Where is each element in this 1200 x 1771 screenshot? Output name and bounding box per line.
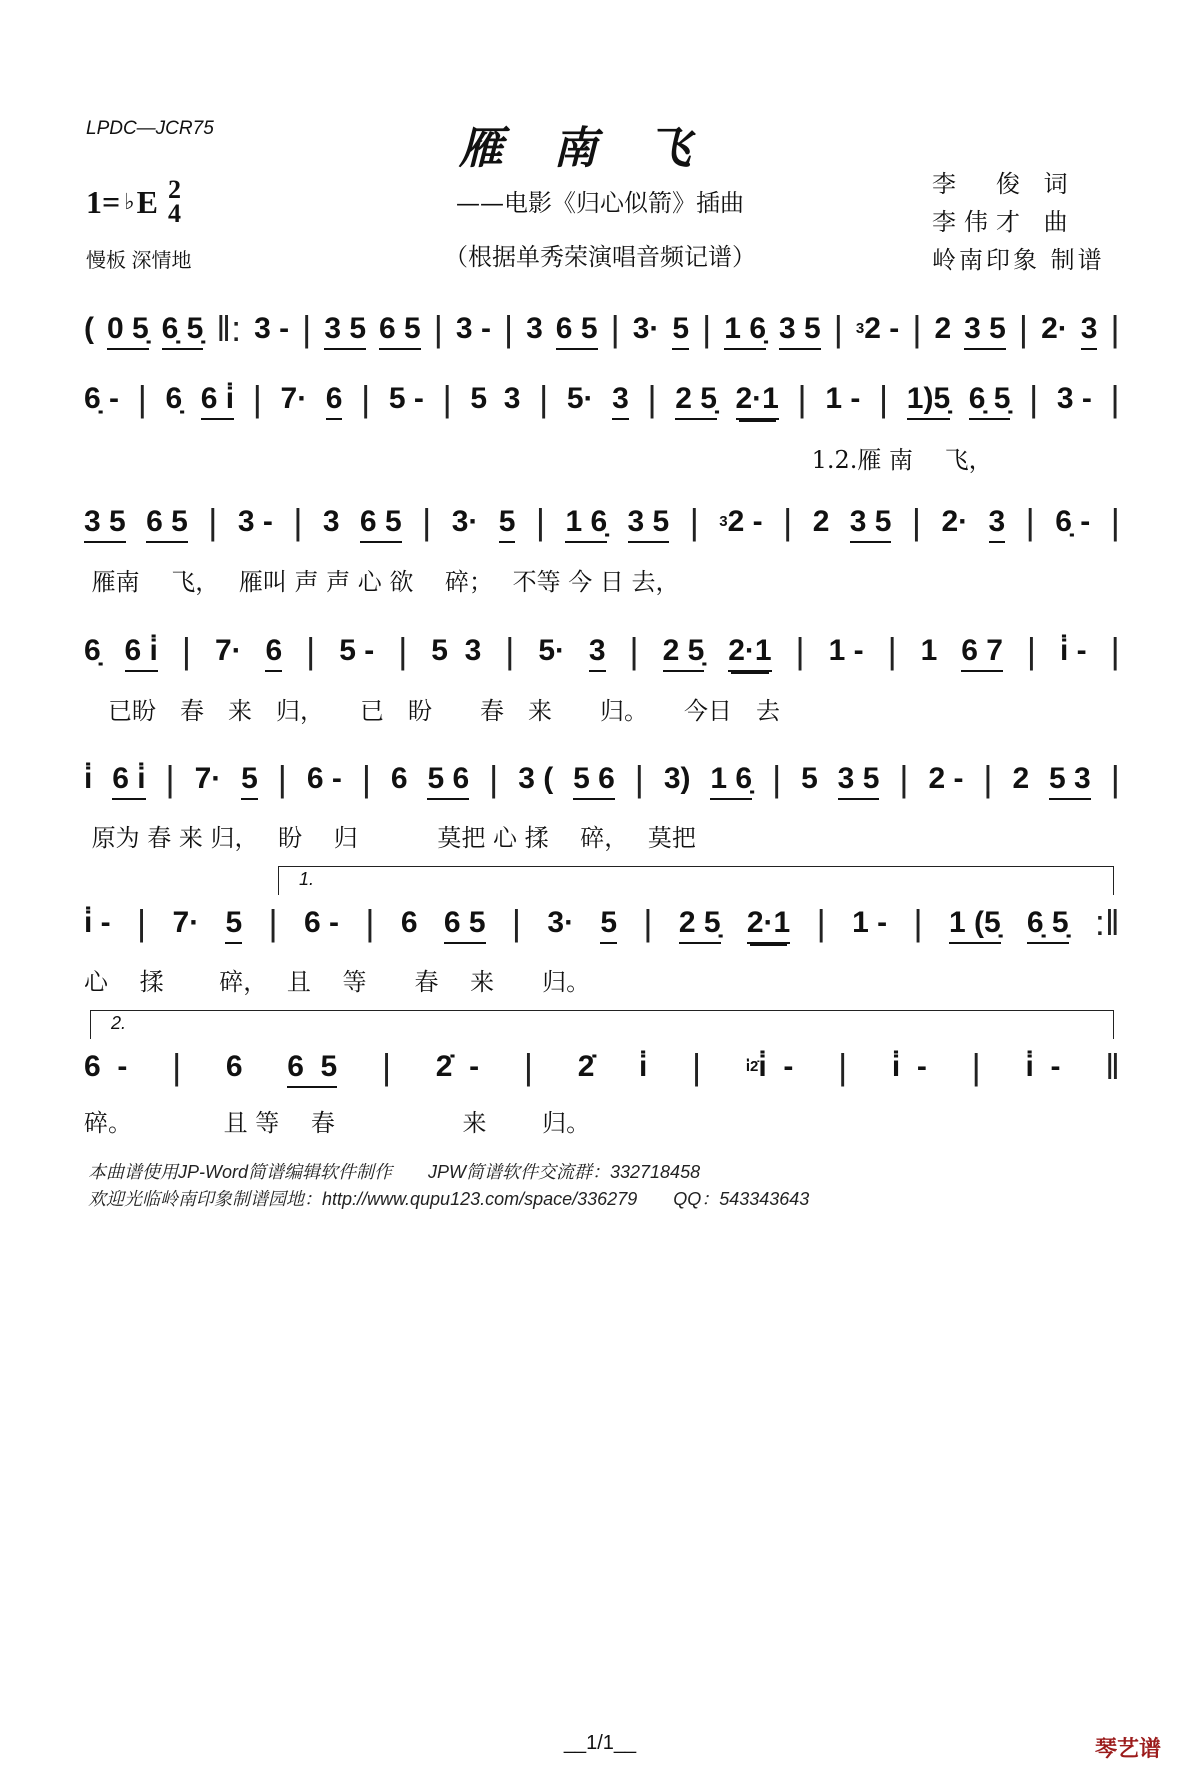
tempo-marking: 慢板 深情地 [86,250,192,272]
bar-line: | [702,308,712,349]
bar-line: | [689,501,699,542]
note-group: 2· [1041,312,1068,345]
note-group: 5 [672,312,689,350]
note-group: 1 6̣ [565,505,607,543]
bar-line: | [505,630,515,671]
song-title: 雁南飞 [459,123,741,174]
note-group: 1 6̣ [710,762,752,800]
key-prefix: 1= [86,183,121,220]
note-group: 2 5̣ [679,906,721,944]
note-group: 6 - [84,1050,128,1083]
bar-line: | [1110,758,1120,799]
arranger: 岭南印象 制谱 [932,246,1105,274]
note-group: 7· [172,906,200,939]
grace-note: 3 [719,513,728,530]
note-group: 3 - [1056,382,1092,415]
note-group: 3 [989,505,1006,543]
note-group: 6 5 [556,312,598,350]
bar-line: | [795,630,805,671]
note-group: 6 [265,634,282,672]
footer-line-1: 本曲谱使用JP-Word简谱编辑软件制作 JPW简谱软件交流群：332718458 [88,1162,701,1182]
note-group: 2·1 [747,906,790,944]
note-group: 6 [225,1050,243,1083]
note-group: 3 - [254,312,290,345]
note-group: 6 i̇ [125,634,158,672]
note-group: ( [84,312,94,345]
bar-line: | [887,630,897,671]
bar-line: | [610,308,620,349]
bar-line: | [833,308,843,349]
bar-line: | [1028,378,1039,419]
key-note: E [136,183,158,220]
note-group: 3 - [455,312,491,345]
score-row [84,1046,1120,1096]
note-group: 6 5 [379,312,421,350]
note-group: 6 [400,906,418,939]
subtitle: ——电影《归心似箭》插曲 [456,189,744,217]
note-group: 6̣ 5̣ [1027,906,1069,944]
bar-line: | [442,378,452,419]
score-row [84,758,1120,808]
bar-line: | [511,902,522,943]
note-group: 1 - [852,906,888,939]
bar-line: | [1025,501,1035,542]
bar-line: | [691,1046,702,1087]
note-group: 2̇ - [435,1050,480,1083]
bar-line: | [535,501,546,542]
bar-line: | [837,1046,848,1087]
bar-line: | [365,902,375,943]
note-group: 3 5 [838,762,880,800]
note-group: 6 [326,382,343,420]
bar-line: | [1110,501,1120,542]
note-group: 2·1 [728,634,771,672]
note-group: 6 i̇ [112,762,145,800]
note-group: 2 - [928,762,964,795]
grace-note: 3 [855,320,865,337]
note-group: 6 5 [287,1050,337,1088]
site-logo: 琴艺谱 [1095,1736,1162,1761]
note-group: 6 - [304,906,340,939]
score-row [84,501,1120,551]
page-number: __1/1__ [563,1732,637,1754]
note-group: 2 [812,505,830,538]
note-group: i̇ - [891,1050,927,1083]
note-group: 5· [566,382,594,415]
note-group: 6 5 [360,505,402,543]
composer: 李伟才 曲 [932,208,1076,236]
note-group: 1 [920,634,938,667]
note-group: 1 (5̣ [949,906,1001,944]
note-group: 5 3 [431,634,482,667]
bar-line: | [165,758,175,799]
note-group: 2 5̣ [663,634,705,672]
note-group: 5 - [388,382,424,415]
bar-line: | [136,902,147,943]
note-group: 6̣ - [84,382,120,415]
bar-line: | [503,308,514,349]
volta-number: 2. [111,1013,127,1033]
note-group: 7· [214,634,242,667]
bar-line: | [137,378,147,419]
note-group: 3· [632,312,660,345]
bar-line: | [208,501,218,542]
bar-line: | [647,378,657,419]
note-group: 5 [499,505,516,543]
flat-sign: ♭ [124,189,135,214]
bar-line: | [277,758,288,799]
note-group: 6̣ [165,382,183,415]
note-group: 5· [538,634,566,667]
note-group: 6̣ 5̣ [162,312,204,350]
note-group: 5 [225,906,242,944]
score-row [84,378,1120,428]
note-group: 3 - [237,505,273,538]
note-group: 6 [390,762,408,795]
bar-line: | [538,378,549,419]
note-group: $^3$2 - [719,505,763,538]
note-group: i̇ [638,1050,648,1083]
note-group: 3 5 [324,312,366,350]
note-group: i̇ - [1025,1050,1061,1083]
bar-line: | [878,378,889,419]
note-group: 1 - [828,634,864,667]
note-group: 7· [194,762,222,795]
note-group: 3 5 [964,312,1006,350]
note-group: 5 [801,762,818,795]
bar-line: | [293,501,303,542]
note-group: 5 6 [427,762,469,800]
note-group: $^3$2 - [855,312,900,345]
note-group: 5 3 [1049,762,1091,800]
note-group: 6 - [306,762,342,795]
bar-line: | [1026,630,1037,671]
time-top: 2 [167,175,181,204]
lyrics-line: 1.2.雁 南 飞， [84,446,993,474]
note-group: 3· [451,505,479,538]
bar-line: | [523,1046,534,1087]
bar-line: | [816,902,826,943]
note-group: 1 6̣ [724,312,766,350]
bar-line: | [268,902,278,943]
bar-line: | [171,1046,182,1087]
note-group: 7· [280,382,308,415]
time-bottom: 4 [167,199,181,228]
lyrics-line: 心 揉 碎， 且 等 春 来 归。 [84,968,591,996]
bar-line: | [771,758,782,799]
note-group: 3 [1081,312,1098,350]
bar-line: | [782,501,793,542]
note-group: 6 5 [146,505,188,543]
lyrics-line: 已盼 春 来 归， 已 盼 春 来 归。 今日 去 [84,697,780,725]
bar-line: | [1110,378,1120,419]
note-group: 3· [547,906,575,939]
lyrics-line: 碎。 且 等 春 来 归。 [84,1109,591,1137]
note-group: 3 [589,634,606,672]
volta-bracket [90,1010,1114,1039]
note-group: 3 5 [850,505,892,543]
bar-line: | [983,758,993,799]
note-group: 6 i̇ [201,382,234,420]
score-row [84,630,1120,680]
note-group: 3) [663,762,691,795]
bar-line: | [971,1046,981,1087]
score-row [84,902,1120,952]
bar-line: ‖: [216,308,242,349]
note-group: 6 7 [961,634,1003,672]
note-group: 3 ( [518,762,554,795]
bar-line: | [1018,308,1029,349]
bar-line: | [1110,308,1120,349]
note-group: 5 6 [573,762,615,800]
note-group: 1)5̣ [907,382,950,420]
note-group: 5 3 [470,382,521,415]
bar-line: | [381,1046,392,1087]
lyrics-line: 原为 春 来 归， 盼 归 莫把 心 揉 碎， 莫把 [84,824,696,852]
note-group: 2 [1012,762,1030,795]
note-group: i̇ - [1059,634,1087,667]
note-group: 2 [934,312,952,345]
bar-line: | [252,378,262,419]
note-group: 1 - [825,382,861,415]
note-group: 6̣ - [1055,505,1091,538]
bar-line: | [643,902,653,943]
bar-line: | [634,758,644,799]
bar-line: | [912,308,922,349]
bar-line: | [433,308,443,349]
volta-bracket [278,866,1114,895]
note-group: 5 - [339,634,375,667]
note-group: 3 [612,382,629,420]
note-group: 0 5̣ [107,312,149,350]
note-group: 3 5 [779,312,821,350]
volta-number: 1. [299,869,315,889]
note-group: i̇ [84,762,93,795]
note-group: 2 5̣ [675,382,717,420]
bar-line: | [489,758,499,799]
bar-line: :‖ [1094,902,1120,943]
score-row [84,308,1120,358]
bar-line: | [360,378,371,419]
note-group: $^{i̇2̇}$i̇ - [745,1050,794,1083]
bar-line: | [797,378,807,419]
bar-line: | [1110,630,1120,671]
note-group: 6 5 [444,906,486,944]
note-group: 2·1 [736,382,779,420]
source-note: （根据单秀荣演唱音频记谱） [444,243,756,271]
note-group: 3 5 [628,505,670,543]
note-group: 2̇ [577,1050,595,1083]
note-group: i̇ - [84,906,111,939]
lyricist: 李 俊 词 [932,170,1076,198]
note-group: 6̣ [84,634,101,667]
footer-line-2: 欢迎光临岭南印象制谱园地：http://www.qupu123.com/space/336279 QQ：543343643 [88,1189,810,1209]
grace-note: i̇2̇ [745,1058,759,1075]
bar-line: | [181,630,192,671]
score-code: LPDC—JCR75 [86,118,214,139]
note-group: 5 [600,906,617,944]
bar-line: | [911,501,922,542]
note-group: 3 [526,312,543,345]
bar-line: | [361,758,372,799]
note-group: 6̣ 5̣ [969,382,1011,420]
bar-line: | [421,501,432,542]
note-group: 2· [941,505,969,538]
bar-line: | [913,902,923,943]
note-group: 3 [322,505,340,538]
bar-line: ‖ [1105,1046,1120,1087]
lyrics-line: 雁南 飞， 雁叫 声 声 心 欲 碎； 不等 今 日 去， [84,568,680,596]
note-group: 3 5 [84,505,126,543]
bar-line: | [302,308,312,349]
bar-line: | [398,630,408,671]
bar-line: | [629,630,639,671]
bar-line: | [306,630,316,671]
bar-line: | [899,758,909,799]
note-group: 5 [241,762,258,800]
